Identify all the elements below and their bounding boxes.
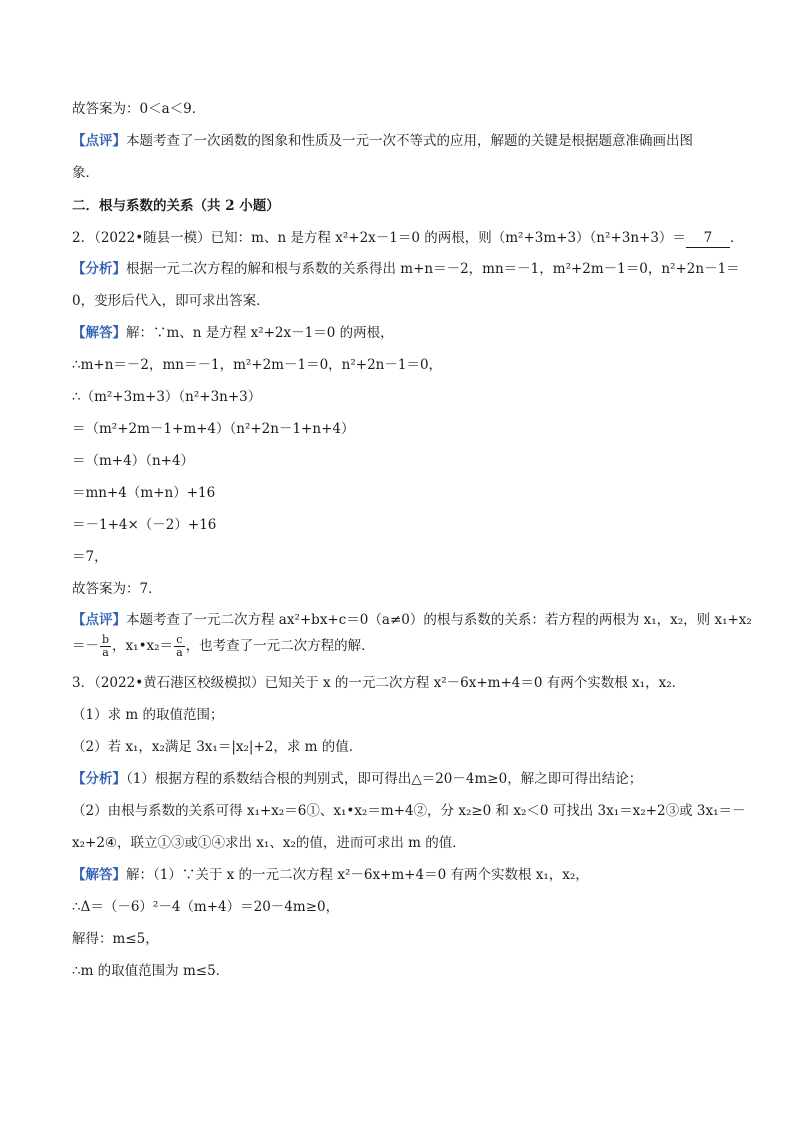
text-line	[72, 229, 744, 248]
text-line	[72, 738, 732, 756]
line-text: ＝7，	[72, 549, 108, 565]
text-line	[72, 516, 732, 534]
line-text: 故答案为：0＜a＜9．	[72, 101, 206, 117]
line-text: ∴（m²+3m+3）（n²+3n+3）	[72, 389, 262, 405]
text-line	[72, 388, 732, 406]
fraction-numerator: b	[102, 633, 110, 646]
line-text: 解：∵m、n 是方程 x²+2x－1＝0 的两根，	[126, 325, 394, 341]
fraction-post: ，也考查了一元二次方程的解．	[185, 638, 375, 654]
line-tail: ．	[729, 230, 744, 246]
section-tag: 【解答】	[72, 867, 126, 883]
line-text: 二．根与系数的关系（共 2 小题）	[72, 198, 280, 214]
text-line	[72, 548, 732, 566]
fraction-pre: ＝－	[72, 638, 99, 654]
fraction-mid: ，x₁•x₂＝	[112, 638, 174, 654]
fraction-numerator: c	[174, 634, 185, 647]
line-text: 本题考查了一元二次方程 ax²+bx+c＝0（a≠0）的根与系数的关系：若方程的两根为 x₁，x₂，则 x₁+x₂	[126, 612, 752, 628]
fraction-c-over-a	[174, 634, 185, 659]
line-text: ＝（m²+2m－1+m+4）（n²+2n－1+n+4）	[72, 421, 355, 437]
line-text: ∴m 的取值范围为 m≤5．	[72, 963, 230, 979]
line-text: 2．（2022•随县一模）已知：m、n 是方程 x²+2x－1＝0 的两根，则（m²+3m+3）（n²+3n+3）＝	[72, 230, 686, 246]
line-text: （2）若 x₁，x₂满足 3x₁＝|x₂|+2，求 m 的值．	[72, 739, 363, 755]
line-text: 解得：m≤5，	[72, 931, 159, 947]
line-text: ∴Δ＝（－6）²－4（m+4）＝20－4m≥0，	[72, 899, 340, 915]
section-tag: 【点评】	[72, 133, 126, 149]
section-tag: 【分析】	[72, 261, 126, 277]
text-line	[72, 164, 732, 182]
line-text: ＝－1+4×（－2）+16	[72, 517, 217, 533]
text-line	[72, 770, 732, 788]
line-text: （2）由根与系数的关系可得 x₁+x₂＝6①、x₁•x₂＝m+4②，分 x₂≥0 和 x₂＜0 可找出 3x₁＝x₂+2③或 3x₁＝－	[72, 803, 746, 819]
text-line	[72, 866, 732, 884]
line-text: 3．（2022•黄石港区校级模拟）已知关于 x 的一元二次方程 x²－6x+m+4＝0 有两个实数根 x₁，x₂．	[72, 675, 686, 691]
text-line	[72, 834, 732, 852]
line-text: （1）求 m 的取值范围；	[72, 707, 224, 723]
text-line	[72, 484, 732, 502]
section-tag: 【解答】	[72, 325, 126, 341]
text-line	[72, 452, 732, 470]
text-line	[72, 356, 732, 374]
line-text: ＝（m+4）（n+4）	[72, 453, 195, 469]
text-line	[72, 674, 732, 692]
text-line	[72, 324, 732, 342]
line-text: 根据一元二次方程的解和根与系数的关系得出 m+n＝－2，mn＝－1，m²+2m－1＝0，n²+2n－1＝	[126, 261, 740, 277]
text-line	[72, 132, 732, 150]
fraction-denominator: a	[176, 646, 183, 659]
text-line	[72, 292, 732, 310]
text-line	[72, 420, 732, 438]
section-tag: 【分析】	[72, 771, 126, 787]
line-text: 本题考查了一次函数的图象和性质及一元一次不等式的应用，解题的关键是根据题意准确画出图	[126, 133, 693, 149]
text-line	[72, 802, 746, 820]
line-text: 故答案为：7．	[72, 581, 162, 597]
line-text: ∴m+n＝－2，mn＝－1，m²+2m－1＝0，n²+2n－1＝0，	[72, 357, 443, 373]
fraction-line	[72, 634, 732, 659]
line-text: 0，变形后代入，即可求出答案．	[72, 293, 270, 309]
text-line	[72, 580, 732, 598]
line-text: x₂+2④，联立①③或①④求出 x₁、x₂的值，进而可求出 m 的值．	[72, 835, 466, 851]
text-line	[72, 962, 732, 980]
text-line	[72, 611, 752, 629]
text-line	[72, 100, 732, 118]
text-line	[72, 197, 732, 215]
text-line	[72, 260, 740, 278]
text-line	[72, 898, 732, 916]
answer-blank: 7	[686, 229, 730, 248]
fraction-b-over-a	[100, 634, 111, 659]
text-line	[72, 930, 732, 948]
line-text: 解：（1）∵关于 x 的一元二次方程 x²－6x+m+4＝0 有两个实数根 x₁，x₂，	[126, 867, 589, 883]
line-text: 象．	[72, 165, 99, 181]
section-tag: 【点评】	[72, 612, 126, 628]
text-line	[72, 706, 732, 724]
line-text: （1）根据方程的系数结合根的判别式，即可得出△＝20－4m≥0，解之即可得出结论；	[126, 771, 643, 787]
fraction-denominator: a	[102, 646, 109, 659]
line-text: ＝mn+4（m+n）+16	[72, 485, 216, 501]
